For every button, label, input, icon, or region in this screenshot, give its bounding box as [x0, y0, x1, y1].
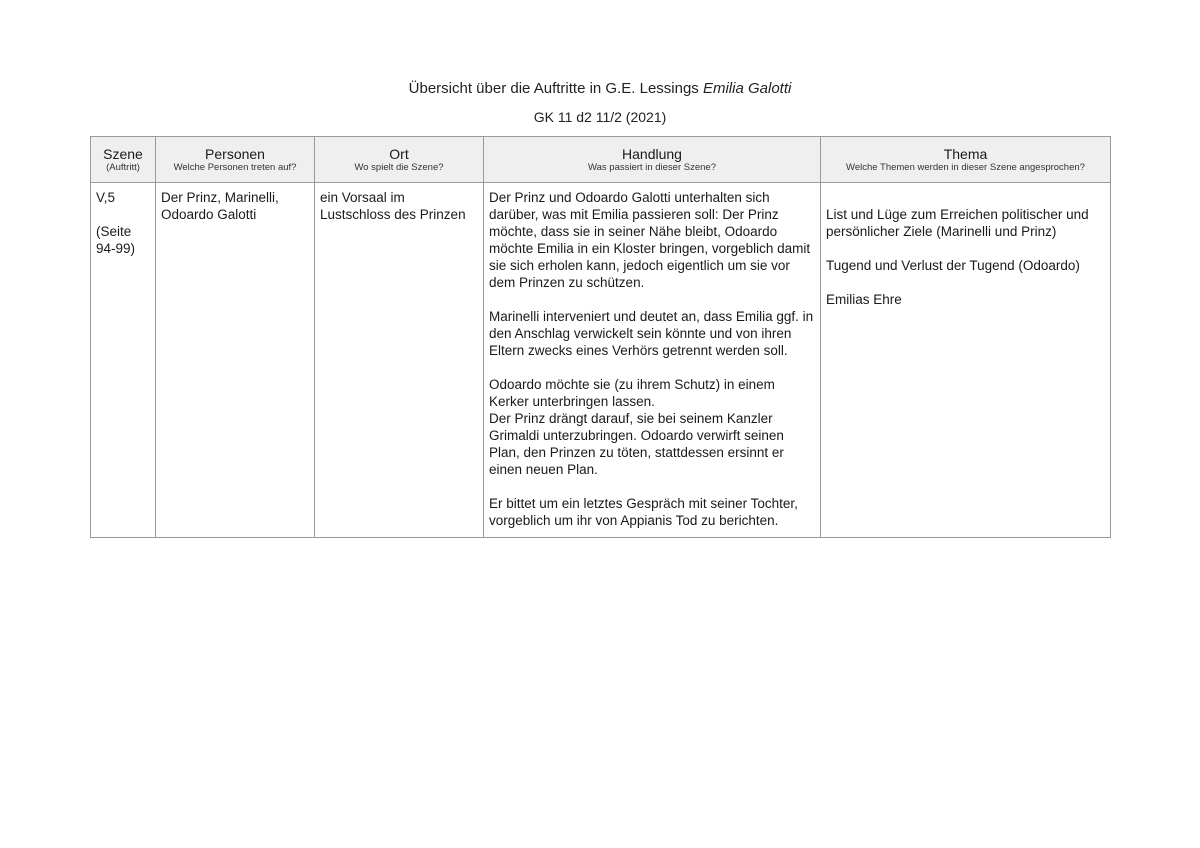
handlung-paragraph-3a: Odoardo möchte sie (zu ihrem Schutz) in einem Kerker unterbringen lassen.: [489, 377, 775, 409]
header-szene-label: Szene: [103, 146, 143, 162]
document-subtitle: GK 11 d2 11/2 (2021): [533, 109, 667, 125]
header-handlung-label: Handlung: [622, 146, 682, 162]
document-title: [0, 80, 1200, 97]
header-ort-label: Ort: [389, 146, 409, 162]
seite-value: (Seite 94-99): [96, 224, 136, 256]
thema-item-3: Emilias Ehre: [826, 292, 902, 307]
handlung-paragraph-3: [489, 376, 815, 478]
cell-handlung: [484, 183, 821, 538]
handlung-paragraph-3b: Der Prinz drängt darauf, sie bei seinem Kanzler Grimaldi unterzubringen. Odoardo verwirft seinen Plan, den Prinzen zu töten, stattdessen ersinnt er einen neuen Plan.: [489, 411, 784, 477]
header-ort: [315, 137, 484, 183]
cell-personen: [156, 183, 315, 538]
header-szene: [91, 137, 156, 183]
document-title-text: Übersicht über die Auftritte in G.E. Lessings: [408, 80, 703, 97]
header-ort-sub: Wo spielt die Szene?: [354, 162, 444, 173]
header-personen: [156, 137, 315, 183]
ort-value: ein Vorsaal im Lustschloss des Prinzen: [320, 190, 466, 222]
header-handlung: [484, 137, 821, 183]
table-header-row: [91, 137, 1111, 183]
scene-overview-table: [90, 136, 1111, 538]
header-thema: [821, 137, 1111, 183]
cell-thema: [821, 183, 1111, 538]
header-personen-sub: Welche Personen treten auf?: [173, 162, 297, 173]
cell-ort: [315, 183, 484, 538]
handlung-paragraph-1: Der Prinz und Odoardo Galotti unterhalten sich darüber, was mit Emilia passieren soll: Der Prinz möchte, dass sie in seiner Nähe bleibt, Odoardo möchte Emilia in ein Kloster bringen, vorgeblich damit sie sich erholen kann, jedoch eigentlich um sie vor dem Prinzen zu schützen.: [489, 190, 811, 290]
header-personen-label: Personen: [205, 146, 265, 162]
document-title-work: Emilia Galotti: [702, 80, 792, 97]
header-handlung-sub: Was passiert in dieser Szene?: [588, 162, 716, 173]
handlung-paragraph-4: Er bittet um ein letztes Gespräch mit seiner Tochter, vorgeblich um ihr von Appianis Tod zu berichten.: [489, 496, 798, 528]
szene-value: V,5: [96, 190, 116, 205]
header-thema-label: Thema: [943, 146, 988, 162]
personen-value: Der Prinz, Marinelli, Odoardo Galotti: [161, 190, 279, 222]
cell-szene: [91, 183, 156, 538]
header-thema-sub: Welche Themen werden in dieser Szene angesprochen?: [846, 162, 1085, 173]
handlung-paragraph-2: Marinelli interveniert und deutet an, dass Emilia ggf. in den Anschlag verwickelt sein könnte und von ihren Eltern zwecks eines Verhörs getrennt werden soll.: [489, 309, 814, 358]
thema-item-1: List und Lüge zum Erreichen politischer und persönlicher Ziele (Marinelli und Prinz): [826, 207, 1089, 239]
header-szene-sub: (Auftritt): [106, 162, 140, 173]
thema-item-2: Tugend und Verlust der Tugend (Odoardo): [826, 258, 1080, 273]
table-row: [91, 183, 1111, 538]
